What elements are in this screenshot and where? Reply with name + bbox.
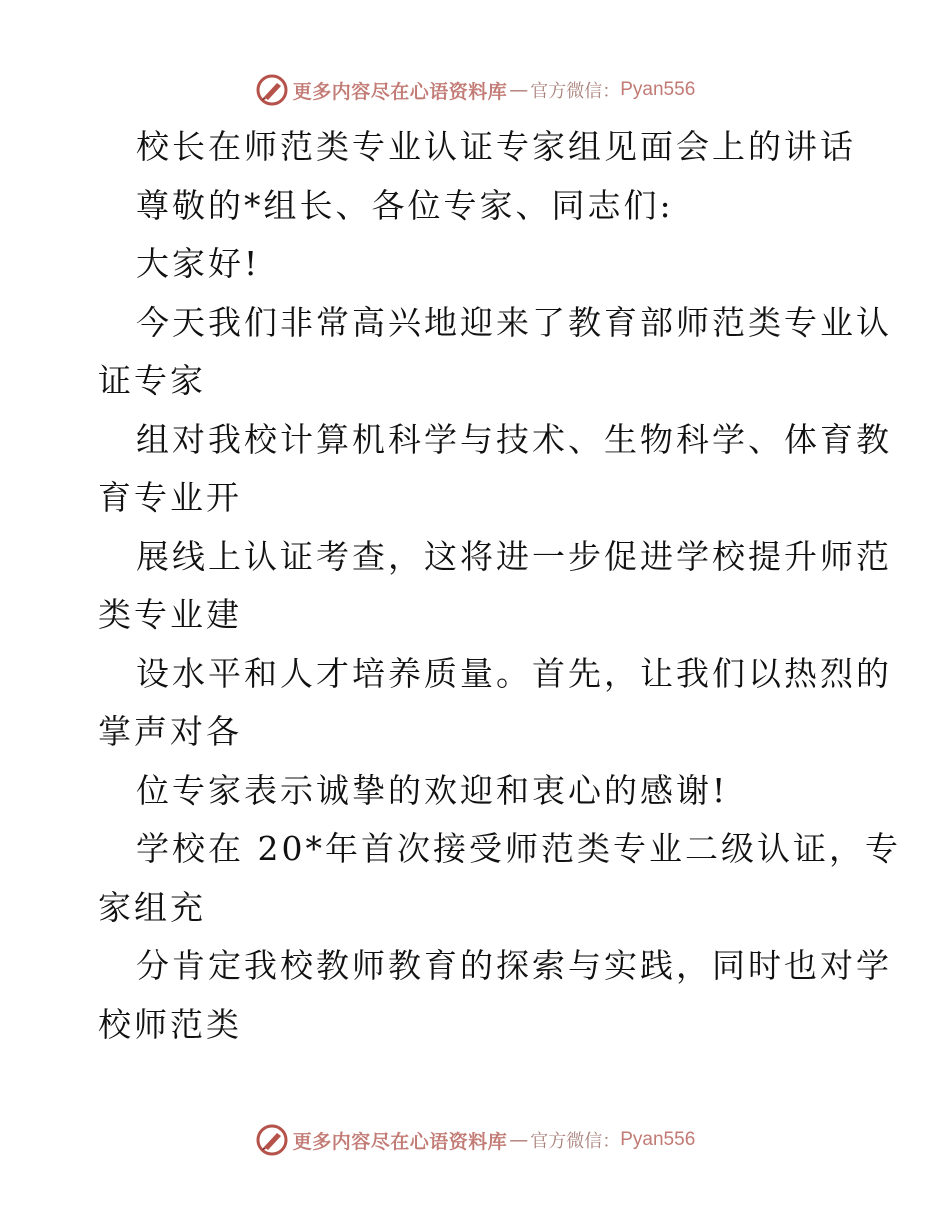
brand-logo-icon: [255, 1123, 289, 1157]
watermark-text: 更多内容尽在心语资料库: [292, 80, 508, 103]
document-body: [98, 118, 901, 1054]
paragraph-line: 展线上认证考查，这将进一步促进学校提升师范: [136, 536, 892, 576]
greeting-line: 大家好!: [136, 244, 261, 283]
paragraph-line: 位专家表示诚挚的欢迎和衷心的感谢!: [136, 770, 729, 810]
watermark-dash: —: [509, 1129, 529, 1151]
watermark-wechat-id: Pyan556: [620, 1129, 696, 1150]
header-watermark: [0, 70, 950, 110]
paragraph-line: 家组充: [98, 887, 206, 927]
paragraph-line: 今天我们非常高兴地迎来了教育部师范类专业认: [136, 302, 892, 342]
watermark-wechat-id: Pyan556: [620, 79, 696, 100]
salutation-line: 尊敬的*组长、各位专家、同志们:: [136, 185, 674, 225]
paragraph-line: 育专业开: [98, 478, 242, 517]
document-title: 校长在师范类专业认证专家组见面会上的讲话: [136, 127, 856, 166]
paragraph-line: 分肯定我校教师教育的探索与实践，同时也对学: [136, 946, 892, 985]
paragraph-line: 组对我校计算机科学与技术、生物科学、体育教: [136, 419, 892, 459]
paragraph-line: 校师范类: [98, 1004, 242, 1044]
watermark-text: 更多内容尽在心语资料库: [292, 1130, 508, 1153]
watermark-dash: —: [509, 79, 529, 101]
watermark-subtext: 官方微信：: [530, 81, 621, 102]
footer-watermark: [0, 1120, 950, 1160]
paragraph-line: 类专业建: [98, 595, 242, 634]
watermark-subtext: 官方微信：: [530, 1131, 621, 1152]
paragraph-line: 学校在 20*年首次接受师范类专业二级认证，专: [136, 829, 901, 868]
brand-logo-icon: [255, 73, 289, 107]
paragraph-line: 掌声对各: [98, 712, 242, 751]
paragraph-line: 设水平和人才培养质量。首先，让我们以热烈的: [136, 653, 892, 693]
paragraph-line: 证专家: [98, 361, 206, 400]
